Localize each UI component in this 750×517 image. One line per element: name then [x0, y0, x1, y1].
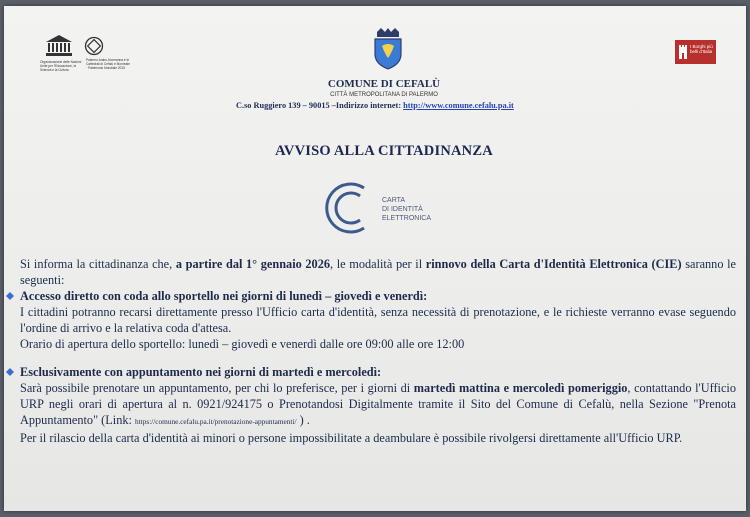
cefalu-crest-icon — [369, 28, 407, 70]
tower-icon — [678, 44, 688, 59]
address-text: C.so Ruggiero 139 – 90015 –Indirizzo internet: — [236, 101, 404, 110]
intro-date: a partire dal 1° gennaio 2026 — [175, 257, 331, 271]
intro-text-2: , le modalità per il — [330, 257, 426, 271]
section1-heading — [20, 288, 736, 304]
website-link[interactable]: http://www.comune.cefalu.pa.it — [403, 101, 514, 110]
cie-line-1: CARTA — [382, 197, 406, 204]
section2-heading-text: Esclusivamente con appuntamento nei giorni di martedì e mercoledì: — [20, 365, 382, 379]
unesco-logo-icon — [44, 34, 74, 58]
booking-link[interactable]: https://comune.cefalu.pa.it/prenotazione-appuntamenti/ — [135, 417, 297, 426]
borghi-badge — [675, 40, 716, 64]
notice-sheet — [4, 6, 746, 511]
section2-text-2: Per il rilascio della carta d'identità ai minori o persone impossibilitate a deambulare è possibile rivolgersi direttamente all'Ufficio URP. — [20, 431, 683, 445]
world-heritage-icon — [84, 36, 104, 56]
intro-text-1: Si informa la cittadinanza che, — [20, 257, 176, 271]
section1-body — [20, 304, 736, 352]
section1-text-1: I cittadini potranno recarsi direttamente presso l'Ufficio carta d'identità, senza necessità di prenotazione, e le richieste verranno evase seguendo l'ordine di arrivo e la relativa coda d'attesa. — [20, 305, 736, 335]
cie-line-2: DI IDENTITÀ — [382, 206, 423, 213]
comune-name: COMUNE DI CEFALÙ — [327, 78, 441, 90]
section2-text-a: Sarà possibile prenotare un appuntamento, per chi lo preferisce, per i giorni di — [20, 381, 414, 395]
cie-line-3: ELETTRONICA — [382, 215, 432, 222]
intro-cie: rinnovo della Carta d'Identità Elettronica (CIE) — [425, 257, 682, 271]
notice-body — [20, 256, 736, 458]
section1-heading-text: Accesso diretto con coda allo sportello nei giorni di lunedì – giovedì e venerdì: — [20, 289, 428, 303]
intro-text-3: saranno le seguenti: — [20, 257, 737, 287]
address-line — [236, 101, 556, 110]
cie-logo-text — [382, 196, 431, 223]
section2-body — [20, 380, 736, 446]
section1-text-2: Orario di apertura dello sportello: lunedì – giovedì e venerdì dalle ore 09:00 alle ore 12:00 — [20, 337, 465, 351]
section2-text-b: , contattando l'Ufficio URP negli orari di apertura al n. 0921/924175 o Prenotandosi Digitalmente tramite il Sito del Comune di Cefalù, nella Sezione "Prenota Appuntamento" (Link: — [20, 381, 736, 427]
diamond-bullet-icon — [6, 368, 14, 376]
diamond-bullet-icon — [6, 292, 14, 300]
intro-paragraph — [20, 256, 736, 288]
section2-text-1 — [20, 380, 736, 430]
unesco-caption: Organizzazione delle Nazioni Unite per l'Educazione, la Scienza e la Cultura — [40, 60, 82, 72]
heritage-caption: Palermo Arabo-Normanna e le Cattedrali di Cefalù e Monreale · Patrimonio Mondiale 2015 — [86, 58, 130, 70]
borghi-text: I Borghi più belli d'Italia — [690, 44, 713, 54]
notice-title: AVVISO ALLA CITTADINANZA — [275, 143, 493, 159]
section2-days: martedì mattina e mercoledì pomeriggio — [413, 381, 628, 395]
section2-text-c: ) . — [296, 413, 310, 427]
section2-heading — [20, 364, 736, 380]
cie-logo-icon — [324, 178, 376, 238]
citta-metropolitana: CITTÀ METROPOLITANA DI PALERMO — [330, 92, 438, 98]
